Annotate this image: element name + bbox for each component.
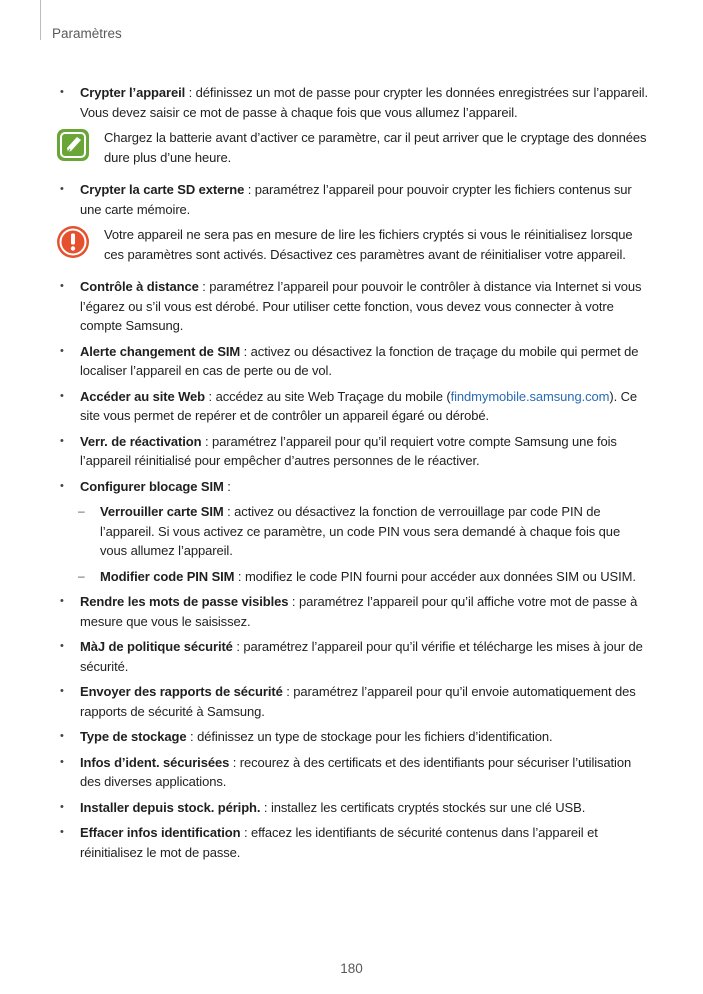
list-item-storage-type — [60, 727, 650, 747]
page-number: 180 — [340, 961, 363, 976]
item-text: : paramétrez l’appareil pour pouvoir le contrôler à distance via Internet si vous l’égarez ou s’il vous est dérobé. Pour utiliser cette fonction, vous devez vous connecter à votre compte Samsung. — [80, 279, 642, 333]
list-item-remote-control — [60, 277, 650, 336]
item-term: Verrouiller carte SIM — [100, 504, 224, 519]
warning-text: Votre appareil ne sera pas en mesure de lire les fichiers cryptés si vous le réinitialisez lorsque ces paramètres sont activés. Désactivez ces paramètres avant de réinitialiser votre appareil. — [104, 227, 633, 262]
item-term: Installer depuis stock. périph. — [80, 799, 261, 815]
warning-box — [60, 225, 650, 265]
item-text: : — [223, 478, 231, 494]
note-text: Chargez la batterie avant d’activer ce paramètre, car il peut arriver que le cryptage des données dure plus d’une heure. — [104, 130, 647, 165]
item-term: Envoyer des rapports de sécurité — [80, 684, 283, 699]
item-text: : paramétrez l’appareil pour qu’il affiche votre mot de passe à mesure que vous le saisissez. — [80, 594, 638, 629]
sub-item-lock-sim-card — [60, 502, 650, 561]
list-item-visible-passwords — [60, 592, 650, 631]
item-term: Infos d’ident. sécurisées — [80, 754, 230, 770]
list-item-crypt-device — [60, 83, 650, 122]
header-rule — [40, 0, 41, 40]
item-text: : effacez les identifiants de sécurité contenus dans l’appareil et réinitialisez le mot de passe. — [80, 825, 598, 860]
item-text: : paramétrez l’appareil pour qu’il requiert votre compte Samsung une fois l’appareil réinitialisé pour empêcher d’autres personnes de le réactiver. — [80, 433, 617, 468]
item-term: Alerte changement de SIM — [80, 343, 241, 359]
item-text: : paramétrez l’appareil pour pouvoir crypter les fichiers contenus sur une carte mémoire. — [80, 182, 632, 217]
item-text: : activez ou désactivez la fonction de verrouillage par code PIN de l’appareil. Si vous activez ce paramètre, un code PIN vous sera demandé à chaque fois que vous allumez l’appareil. — [100, 504, 621, 558]
item-text: : accédez au site Web Traçage du mobile ( — [205, 388, 451, 404]
item-text: : paramétrez l’appareil pour qu’il envoie automatiquement des rapports de sécurité à Samsung. — [80, 684, 636, 719]
item-term: Accéder au site Web — [80, 388, 206, 404]
item-term: Crypter la carte SD externe — [80, 182, 245, 197]
item-term: MàJ de politique sécurité — [80, 639, 233, 654]
item-term: Effacer infos identification — [80, 825, 241, 840]
item-term: Rendre les mots de passe visibles — [80, 594, 289, 609]
item-text: : paramétrez l’appareil pour qu’il vérifie et télécharge les mises à jour de sécurité. — [80, 639, 643, 674]
list-item-clear-credentials — [60, 823, 650, 862]
list-item-crypt-sd — [60, 180, 650, 219]
item-text: : installez les certificats cryptés stockés sur une clé USB. — [260, 799, 586, 815]
list-item-trusted-credentials — [60, 753, 650, 792]
item-text: : activez ou désactivez la fonction de traçage du mobile qui permet de localiser l’appareil en cas de perte ou de vol. — [80, 343, 639, 378]
item-term: Type de stockage — [80, 729, 187, 744]
list-item-sim-lock — [60, 477, 650, 497]
item-term: Modifier code PIN SIM — [100, 568, 235, 584]
exclamation-warning-icon — [56, 225, 90, 259]
sub-item-change-pin — [60, 567, 650, 587]
item-term: Contrôle à distance — [80, 279, 199, 294]
item-text: : modifiez le code PIN fourni pour accéder aux données SIM ou USIM. — [234, 568, 636, 584]
list-item-reactivation — [60, 432, 650, 471]
item-term: Verr. de réactivation — [80, 433, 202, 449]
list-item-install-from-storage — [60, 798, 650, 818]
item-term: Configurer blocage SIM — [80, 478, 224, 494]
list-item-send-reports — [60, 682, 650, 721]
item-term: Crypter l’appareil — [80, 85, 186, 100]
item-text: : définissez un mot de passe pour crypter les données enregistrées sur l’appareil. Vous devez saisir ce mot de passe à chaque fois que vous allumez l’appareil. — [80, 85, 648, 120]
list-item-policy-update — [60, 637, 650, 676]
note-box — [60, 128, 650, 168]
item-text: : définissez un type de stockage pour les fichiers d’identification. — [186, 729, 553, 744]
list-item-sim-alert — [60, 342, 650, 381]
pencil-note-icon — [56, 128, 90, 162]
page-header: Paramètres — [52, 26, 122, 41]
item-text: : recourez à des certificats et des identifiants pour sécuriser l’utilisation des diverses applications. — [80, 754, 632, 789]
list-item-website — [60, 387, 650, 426]
findmymobile-link[interactable]: findmymobile.samsung.com — [450, 388, 610, 404]
item-text: ). Ce site vous permet de repérer et de contrôler un appareil égaré ou dérobé. — [80, 388, 638, 423]
page-content — [60, 83, 650, 868]
